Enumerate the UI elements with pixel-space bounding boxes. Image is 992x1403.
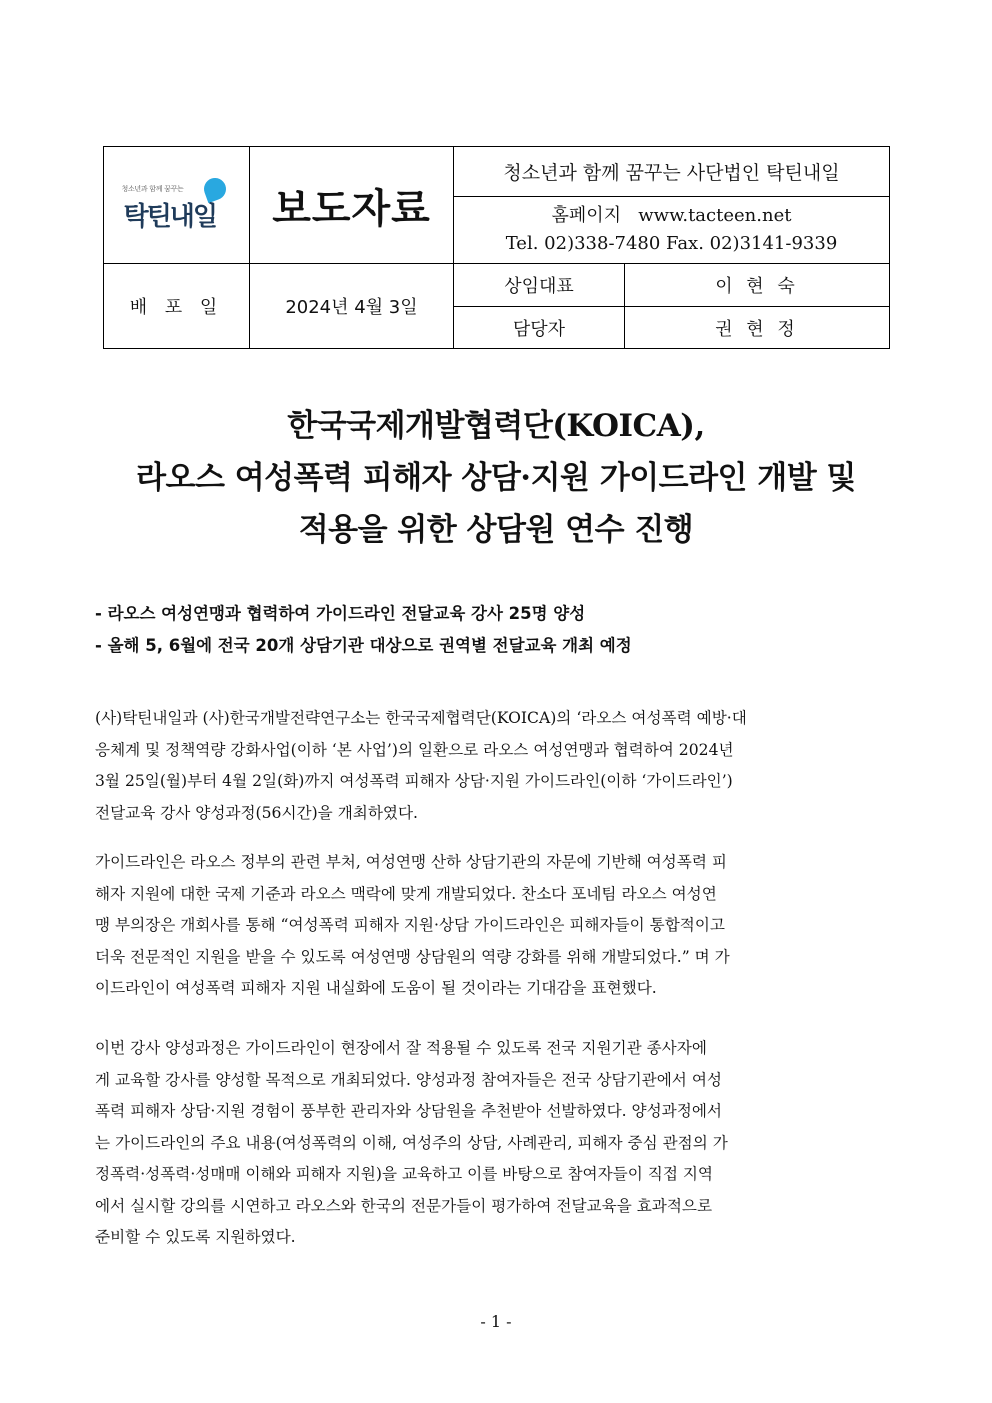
paragraph-line: 게 교육할 강사를 양성할 목적으로 개최되었다. 양성과정 참여자들은 전국 상담기관에서 여성 xyxy=(95,1070,722,1089)
tacteen-logo xyxy=(122,170,232,240)
paragraph-line: 이드라인이 여성폭력 피해자 지원 내실화에 도움이 될 것이라는 기대감을 표현했다. xyxy=(95,979,657,997)
contact-person-name: 권 현 정 xyxy=(625,307,890,349)
page-number: - 1 - xyxy=(480,1312,512,1331)
press-release-label: 보도자료 xyxy=(250,147,454,264)
paragraph-line: 정폭력·성폭력·성매매 이해와 피해자 지원)을 교육하고 이를 바탕으로 참여자들이 직접 지역 xyxy=(95,1165,713,1183)
headline-line: 라오스 여성폭력 피해자 상담·지원 가이드라인 개발 및 xyxy=(136,460,856,496)
body-paragraph xyxy=(95,703,897,829)
paragraph-line: 응체계 및 정책역량 강화사업(이하 ‘본 사업’)의 일환으로 라오스 여성연맹과 협력하여 2024년 xyxy=(95,740,734,759)
tel-fax: Tel. 02)338-7480 Fax. 02)3141-9339 xyxy=(505,233,838,254)
contact-person-label: 담당자 xyxy=(454,307,625,349)
paragraph-line: 는 가이드라인의 주요 내용(여성폭력의 이해, 여성주의 상담, 사례관리, 피해자 중심 관점의 가 xyxy=(95,1133,728,1152)
release-date-label: 배 포 일 xyxy=(104,264,250,349)
paragraph-line: 폭력 피해자 상담·지원 경험이 풍부한 관리자와 상담원을 추천받아 선발하였다. 양성과정에서 xyxy=(95,1102,722,1120)
paragraph-line: 3월 25일(월)부터 4월 2일(화)까지 여성폭력 피해자 상담·지원 가이드라인(이하 ‘가이드라인’) xyxy=(95,772,733,790)
representative-name: 이 현 숙 xyxy=(625,264,890,307)
subheadline: - 올해 5, 6월에 전국 20개 상담기관 대상으로 권역별 전달교육 개최 예정 xyxy=(95,636,632,655)
paragraph-line: 맹 부의장은 개회사를 통해 “여성폭력 피해자 지원·상담 가이드라인은 피해자들이 통합적이고 xyxy=(95,916,725,934)
paragraph-line: 이번 강사 양성과정은 가이드라인이 현장에서 잘 적용될 수 있도록 전국 지원기관 종사자에 xyxy=(95,1039,707,1057)
organization-name: 청소년과 함께 꿈꾸는 사단법인 탁틴내일 xyxy=(454,147,890,197)
logo-tagline: 청소년과 함께 꿈꾸는 xyxy=(121,185,184,193)
logo-text: 탁틴내일 xyxy=(123,202,216,232)
contact-info xyxy=(454,197,890,264)
paragraph-line: 가이드라인은 라오스 정부의 관련 부처, 여성연맹 산하 상담기관의 자문에 기반해 여성폭력 피 xyxy=(95,853,727,871)
homepage-label: 홈페이지 xyxy=(551,205,622,226)
paragraph-line: 해자 지원에 대한 국제 기준과 라오스 맥락에 맞게 개발되었다. 찬소다 포네팀 라오스 여성연 xyxy=(95,884,717,903)
headline-line: 적용을 위한 상담원 연수 진행 xyxy=(298,512,694,548)
representative-label: 상임대표 xyxy=(454,264,625,307)
homepage-url: www.tacteen.net xyxy=(638,205,792,226)
paragraph-line: 더욱 전문적인 지원을 받을 수 있도록 여성연맹 상담원의 역량 강화를 위해 개발되었다.” 며 가 xyxy=(95,947,730,966)
body-paragraph xyxy=(95,1033,897,1254)
subheadlines xyxy=(95,598,915,662)
headline-line: 한국국제개발협력단(KOICA), xyxy=(287,408,705,444)
paragraph-line: (사)탁틴내일과 (사)한국개발전략연구소는 한국국제협력단(KOICA)의 ‘라오스 여성폭력 예방·대 xyxy=(95,709,747,727)
logo-cell xyxy=(104,147,250,264)
headline xyxy=(70,400,922,556)
paragraph-line: 준비할 수 있도록 지원하였다. xyxy=(95,1228,296,1246)
paragraph-line: 전달교육 강사 양성과정(56시간)을 개최하였다. xyxy=(95,803,418,822)
paragraph-line: 에서 실시할 강의를 시연하고 라오스와 한국의 전문가들이 평가하여 전달교육을 효과적으로 xyxy=(95,1196,713,1215)
release-date: 2024년 4월 3일 xyxy=(250,264,454,349)
press-header-table xyxy=(103,146,890,349)
subheadline: - 라오스 여성연맹과 협력하여 가이드라인 전달교육 강사 25명 양성 xyxy=(95,604,586,623)
body-paragraph xyxy=(95,847,897,1005)
